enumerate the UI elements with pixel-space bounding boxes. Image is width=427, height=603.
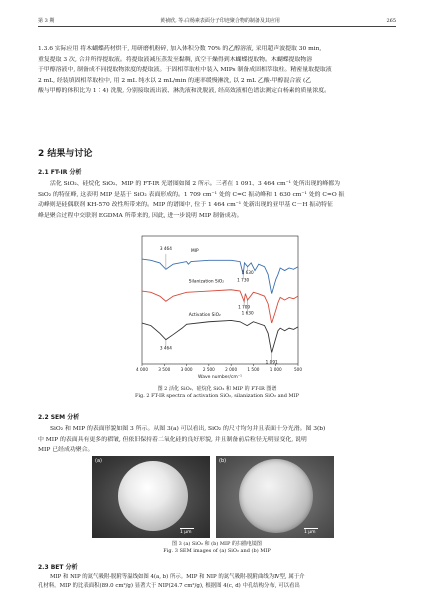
text-line: 峰是聚合过程中交联剂 EGDMA 所带来的, 因此, 进一步说明 MIP 制备成功。	[38, 212, 243, 219]
section-2-2-text	[38, 424, 396, 456]
figure-2-caption-cn: 图 2 活化 SiO₂、硅烷化 SiO₂ 和 MIP 的 FT-IR 图谱	[157, 386, 277, 392]
header-page-number: 265	[386, 18, 396, 24]
figure-2-caption-en: Fig. 2 FT-IR spectra of activation SiO₂, silanization SiO₂ and MIP	[134, 393, 300, 399]
section-2-1-heading: 2.1 FT-IR 分析	[38, 169, 82, 176]
header-running-title: 黄祯欣, 等:白杨素表面分子印迹聚合物的制备及其应用	[160, 18, 280, 24]
section-2-2-heading: 2.2 SEM 分析	[38, 414, 80, 421]
text-line: SiO₂ 和 MIP 的表面形貌如图 3 所示。从图 3(a) 可以看出, SiO₂ 的尺寸均匀并且表面十分光滑。图 3(b)	[50, 426, 326, 432]
section-2-3-text	[38, 566, 396, 590]
peak-annotation: 1 730	[237, 277, 250, 283]
text-line: 活化 SiO₂、硅烷化 SiO₂、MIP 的 FT-IR 光谱图如图 2 所示。三者在 1 091、3 464 cm⁻¹ 处所出现的峰都为	[50, 181, 341, 187]
x-tick-label: 4 000	[136, 367, 148, 372]
sio2-sphere	[118, 461, 188, 531]
text-line: 中 MIP 的表面具有更多的褶皱, 但依旧保持着二氧化硅的良好形貌, 并且制备前后粒径无明显变化, 说明	[38, 436, 307, 443]
text-line: 孔材料。MIP 的比表面积(89.0 cm²/g) 显著大于 NIP(24.7 cm²/g), 根据图 4(c, d) 中孔结构分布, 可以看出	[38, 582, 300, 589]
text-line: 2 mL, 经装填固相萃取柱中, 用 2 mL 纯水以 2 mL/min 的速率缓慢淋洗, 以 2 mL 乙酸-甲醇混合液 (乙	[38, 77, 312, 84]
text-line: 重复提取 3 次, 合并所得提取液。将提取液减压蒸发至黏稠, 真空干燥得到木蝴蝶提取物。木蝴蝶提取物溶	[38, 56, 313, 63]
mip-sphere	[239, 459, 313, 533]
peak-annotation: 3 464	[159, 345, 172, 351]
text-line: 动峰则是硅偶联剂 KH-570 改性所带来的。MIP 的谱图中, 位于 1 464 cm⁻¹ 处新出现的亚甲基 C－H 振动特征	[38, 202, 333, 209]
x-tick-label: 1 000	[269, 367, 282, 372]
scale-label-b: 1 μm	[304, 530, 316, 535]
text-line: 1.3.6 实际应用 将木蝴蝶药材烘干, 用研磨机粉碎, 加入体积分数 70% 的乙醇溶液, 采用超声波提取 30 min,	[38, 46, 322, 52]
header-journal-issue: 第 3 期	[38, 18, 55, 24]
text-line: MIP 已经成功聚合。	[38, 447, 94, 454]
section-1-3-6-text	[38, 44, 396, 97]
peak-annotation: 1 630	[241, 310, 254, 316]
text-line: MIP 和 NIP 的氮气吸附-脱附等温线如图 4(a, b) 所示。MIP 和 NIP 的氮气吸附-脱附曲线为Ⅳ型, 属于介	[50, 574, 305, 580]
ftir-chart	[128, 224, 308, 386]
series-label: Activation SiO₂	[188, 313, 221, 318]
series-line	[142, 290, 298, 323]
text-line: 于甲醇溶液中, 制备成不同提取物浓度的提取液。于固相萃取柱中装入 MIPs 制备成固相萃取柱。精密量取提取液	[38, 67, 332, 74]
x-tick-label: 3 000	[180, 367, 193, 372]
section-2-heading: 2 结果与讨论	[38, 149, 93, 159]
scale-bar-b	[304, 528, 318, 529]
peak-annotation: 1 630	[241, 269, 254, 275]
header-rule	[38, 26, 396, 27]
figure-3-caption-en: Fig. 3 SEM images of (a) SiO₂ and (b) MIP	[163, 548, 271, 554]
x-tick-label: 2 500	[202, 367, 215, 372]
peak-annotation: 3 464	[159, 246, 172, 252]
section-2-1-text	[38, 179, 396, 221]
series-label: MIP	[191, 249, 199, 254]
peak-annotation: 1 091	[265, 359, 278, 365]
series-line	[142, 259, 298, 294]
x-tick-label: 1 500	[247, 367, 260, 372]
section-2-3-heading: 2.3 BET 分析	[38, 564, 78, 571]
sem-image-mip	[216, 456, 334, 538]
figure-3-caption-cn: 图 3 (a) SiO₂ 和 (b) MIP 的扫描电镜图	[172, 541, 262, 547]
series-label: Silanization SiO₂	[188, 279, 224, 285]
text-line: 酸与甲醇的体积比为 1∶4) 洗脱, 分别接取流出液、淋洗液和洗脱液, 经高效液相色谱法测定白杨素的质量浓度。	[38, 88, 330, 95]
panel-label-b: (b)	[219, 458, 227, 464]
x-tick-label: 3 500	[158, 367, 171, 372]
x-tick-label: 2 000	[225, 367, 238, 372]
panel-label-a: (a)	[95, 458, 102, 464]
text-line: SiO₂ 的特征峰, 这表明 MIP 是基于 SiO₂ 表面形成的。1 709 cm⁻¹ 处的 C=C 振动峰和 1 630 cm⁻¹ 处的 C=O 振	[38, 191, 345, 198]
sem-image-sio2	[92, 456, 210, 538]
peak-annotation: 1 709	[238, 304, 251, 310]
x-tick-label: 500	[294, 367, 302, 372]
x-axis-label: Wave number/cm⁻¹	[198, 375, 242, 380]
scale-label-a: 1 μm	[180, 530, 192, 535]
scale-bar-a	[180, 528, 194, 529]
